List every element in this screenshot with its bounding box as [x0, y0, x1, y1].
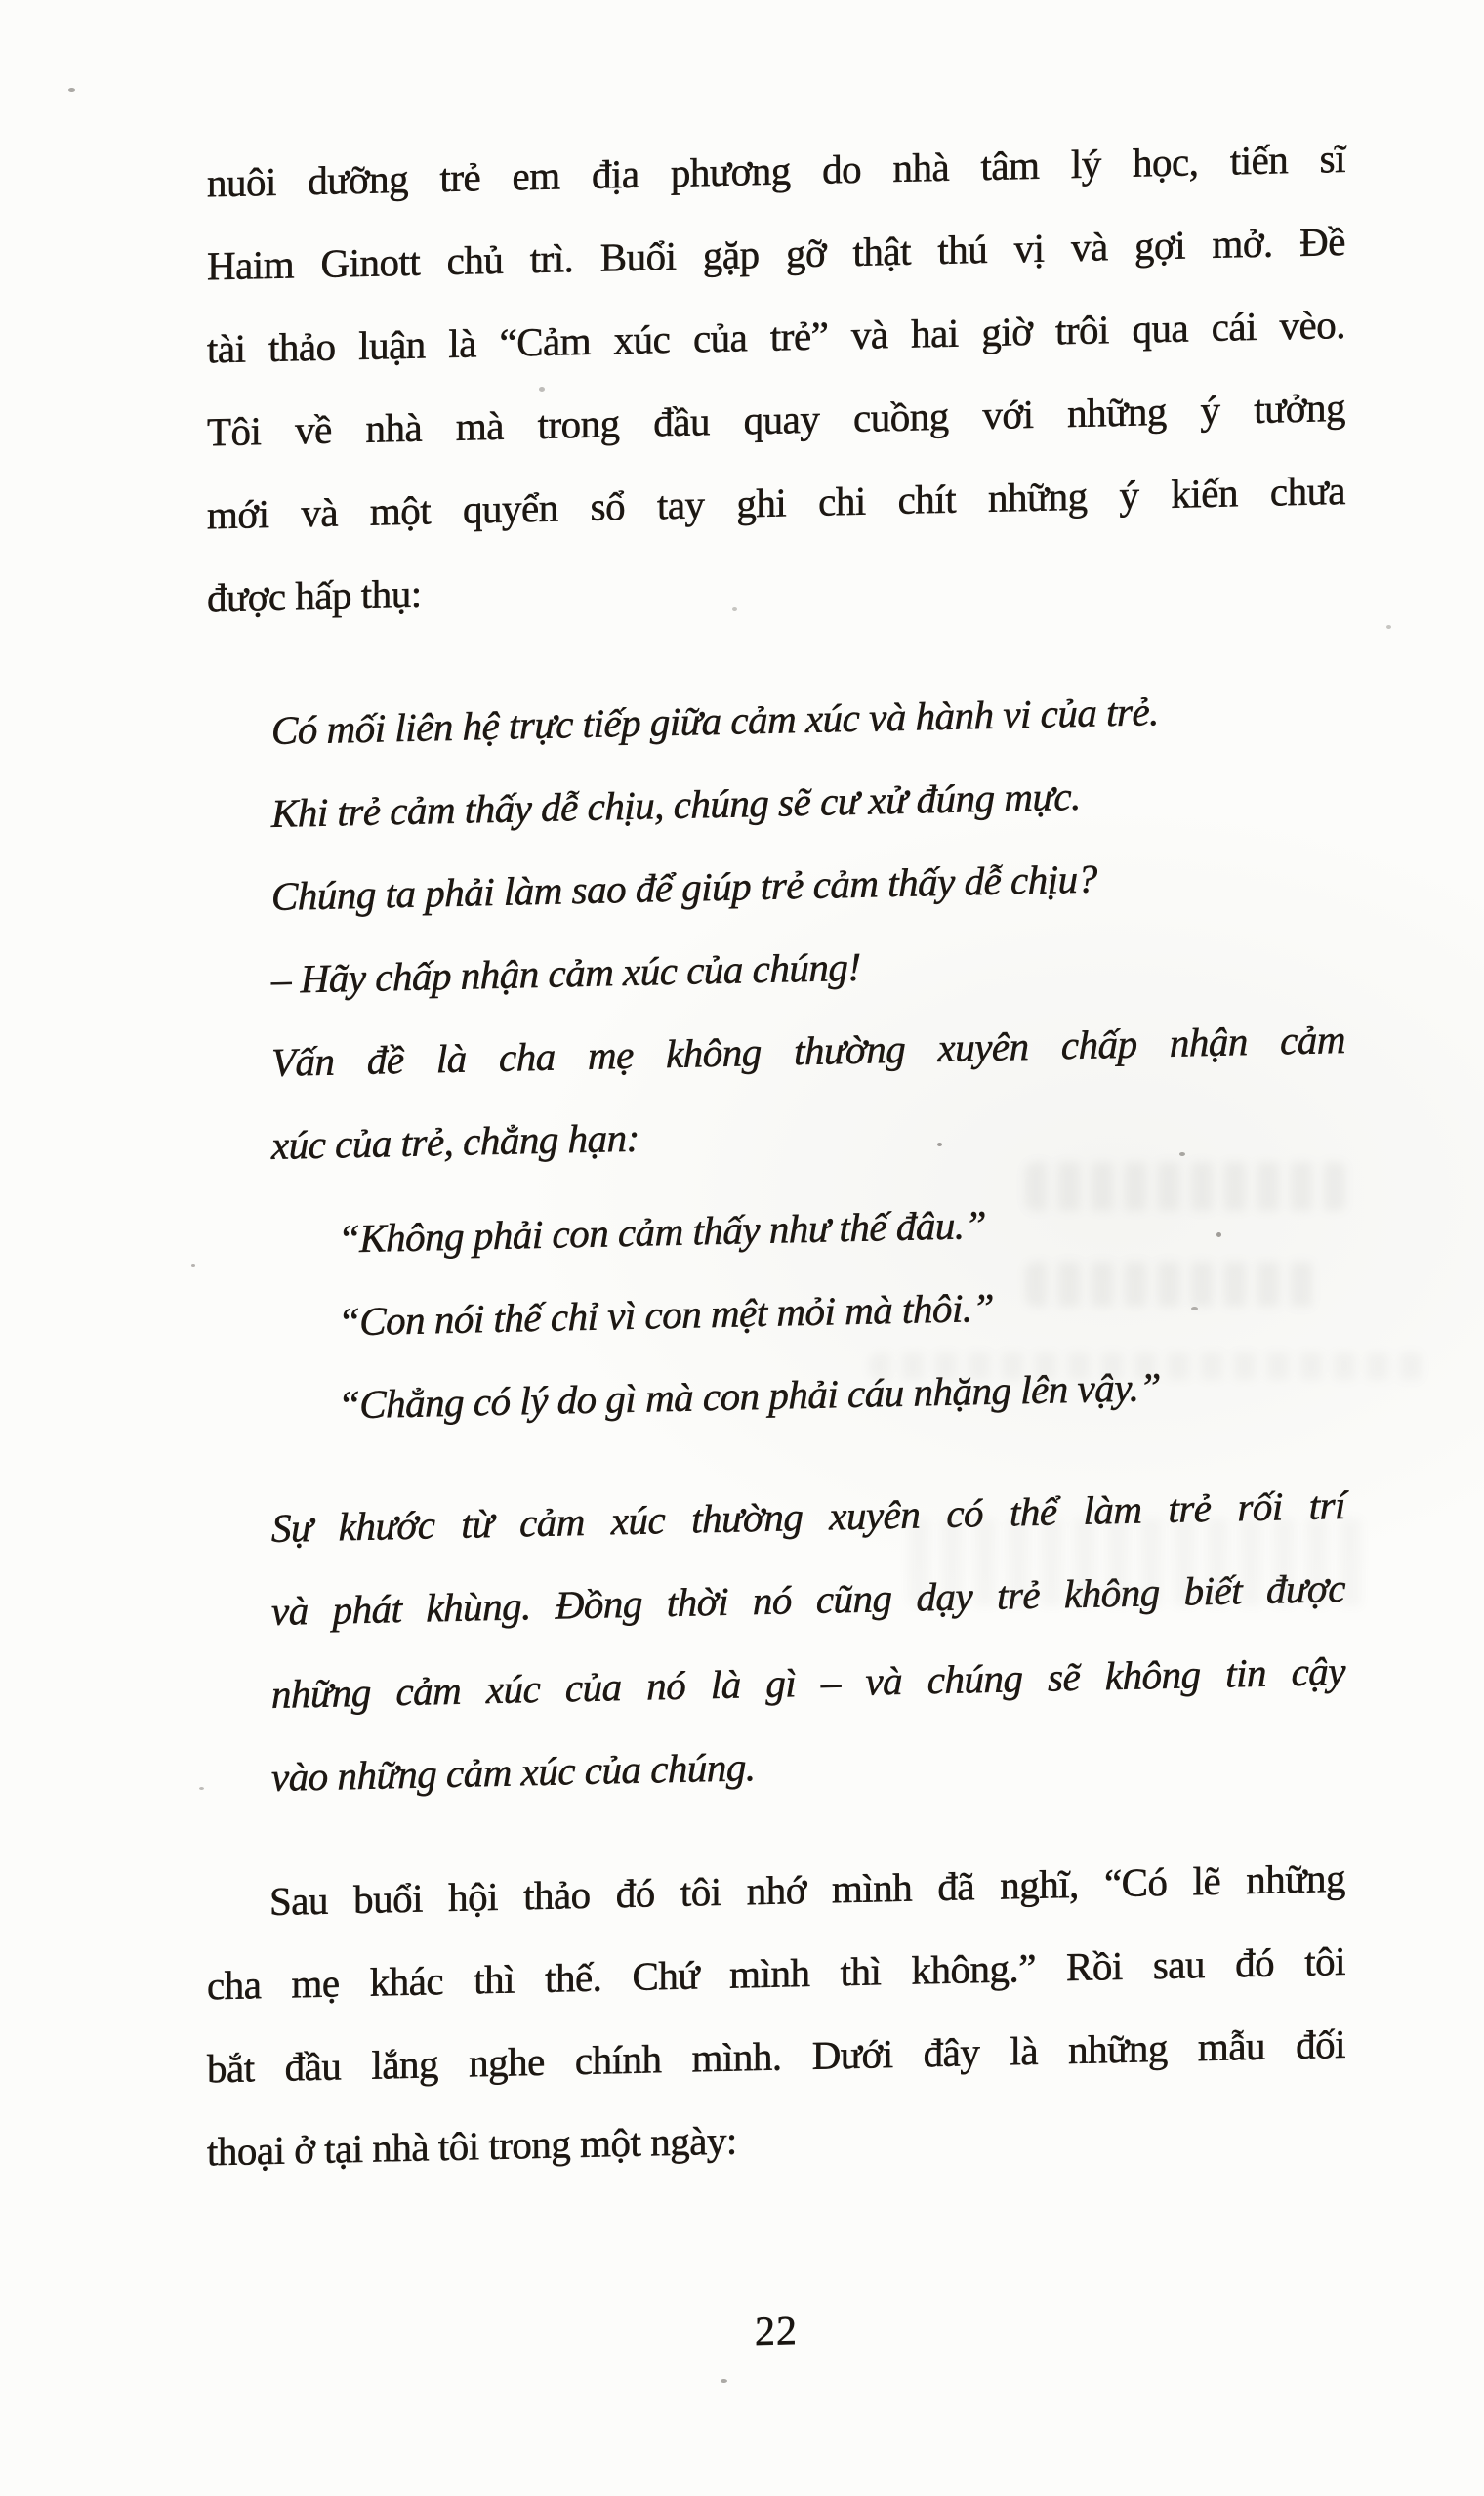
paragraph-statements — [207, 666, 1345, 1022]
text-line: Có mối liên hệ trực tiếp giữa cảm xúc và hành vi của trẻ. — [271, 688, 1159, 753]
scan-speck — [937, 1143, 942, 1146]
scan-speck — [1216, 1232, 1221, 1237]
scan-speck — [1179, 1152, 1185, 1156]
scan-speck — [721, 2379, 727, 2383]
text-line: tài thảo luận là “Cảm xúc của trẻ” và hai giờ trôi qua cái vèo. — [207, 301, 1345, 372]
text-line: mới và một quyển sổ tay ghi chi chít những ý kiến chưa — [207, 467, 1345, 538]
paragraph-intro — [207, 117, 1345, 640]
text-line: vào những cảm xúc của chúng. — [271, 1744, 756, 1800]
text-line: Vấn đề là cha mẹ không thường xuyên chấp nhận cảm — [271, 1016, 1345, 1085]
text-line: xúc của trẻ, chẳng hạn: — [271, 1114, 639, 1168]
scan-speck — [732, 607, 737, 611]
quote-line: “Không phải con cảm thấy như thế đâu.” — [338, 1201, 986, 1262]
scan-speck — [199, 1787, 204, 1790]
text-line: Haim Ginott chủ trì. Buổi gặp gỡ thật thú vị và gợi mở. Đề — [207, 218, 1345, 289]
text-line: và phát khùng. Đồng thời nó cũng dạy trẻ không biết được — [271, 1564, 1345, 1634]
text-line: nuôi dưỡng trẻ em địa phương do nhà tâm lý học, tiến sĩ — [207, 135, 1345, 206]
paragraph-workshop — [207, 1837, 1345, 2193]
quote-line: “Chẳng có lý do gì mà con phải cáu nhặng lên vậy.” — [338, 1364, 1161, 1428]
text-line: Chúng ta phải làm sao để giúp trẻ cảm thấy dễ chịu? — [271, 855, 1097, 919]
scan-speck — [68, 88, 75, 92]
text-line: thoại ở tại nhà tôi trong một ngày: — [207, 2117, 737, 2175]
text-line: Sau buổi hội thảo đó tôi nhớ mình đã nghĩ, “Có lẽ những — [269, 1854, 1345, 1924]
paragraph-dismissal — [207, 1464, 1345, 1820]
scan-ghosting — [1025, 1262, 1318, 1307]
scan-speck — [191, 1264, 195, 1267]
text-line: bắt đầu lắng nghe chính mình. Dưới đây là những mẫu đối — [207, 2020, 1345, 2092]
page-number: 22 — [755, 2309, 798, 2355]
paragraph-problem — [207, 998, 1345, 1188]
scan-speck — [1191, 1307, 1198, 1310]
scan-ghosting — [1025, 1162, 1347, 1211]
text-line: – Hãy chấp nhận cảm xúc của chúng! — [271, 943, 861, 1002]
scan-ghosting — [869, 1352, 1425, 1380]
quote-line: “Con nói thế chỉ vì con mệt mỏi mà thôi.” — [338, 1284, 994, 1345]
text-line: Tôi về nhà mà trong đầu quay cuồng với những ý tưởng — [207, 384, 1345, 455]
text-line: những cảm xúc của nó là gì – và chúng sẽ không tin cậy — [271, 1647, 1345, 1717]
text-line: Khi trẻ cảm thấy dễ chịu, chúng sẽ cư xử đúng mực. — [271, 772, 1081, 836]
text-line: được hấp thụ: — [207, 570, 422, 621]
scan-speck — [1386, 625, 1391, 629]
text-line: cha mẹ khác thì thế. Chứ mình thì không.” Rồi sau đó tôi — [207, 1937, 1345, 2009]
scan-ghosting — [908, 1518, 1367, 1606]
paragraph-quoted-examples — [207, 1176, 1345, 1449]
scan-speck — [539, 387, 545, 392]
text-line: Sự khước từ cảm xúc thường xuyên có thể làm trẻ rối trí — [271, 1481, 1345, 1551]
